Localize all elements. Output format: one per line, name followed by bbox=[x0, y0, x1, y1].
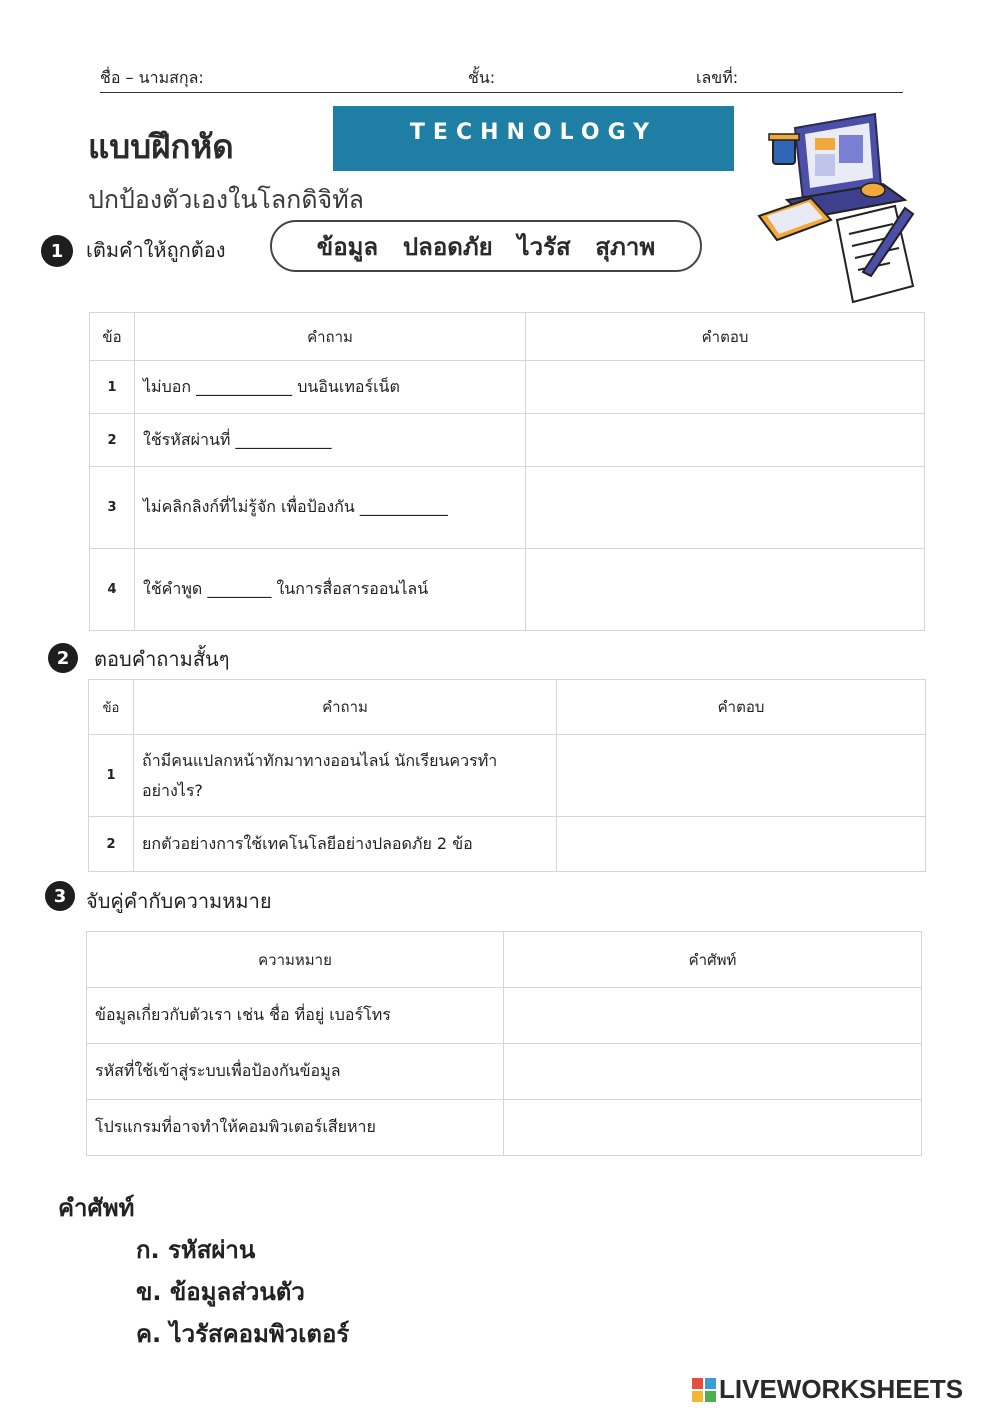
question-cell: ถ้ามีคนแปลกหน้าทักมาทางออนไลน์ นักเรียนควรทำอย่างไร? bbox=[134, 735, 557, 817]
section-1-badge: 1 bbox=[41, 235, 73, 267]
term-cell[interactable] bbox=[504, 1100, 922, 1156]
answer-cell[interactable] bbox=[526, 549, 925, 631]
page-subtitle: ปกป้องตัวเองในโลกดิจิทัล bbox=[88, 185, 365, 214]
col-question-header: คำถาม bbox=[134, 680, 557, 735]
question-cell: ใช้รหัสผ่านที่ ____________ bbox=[135, 414, 526, 467]
term-cell[interactable] bbox=[504, 1044, 922, 1100]
table-row bbox=[90, 549, 925, 631]
col-term-header: คำศัพท์ bbox=[504, 932, 922, 988]
table-row bbox=[90, 414, 925, 467]
answer-cell[interactable] bbox=[526, 361, 925, 414]
table-row bbox=[90, 361, 925, 414]
class-label: ชั้น: bbox=[468, 68, 496, 87]
col-meaning-header: ความหมาย bbox=[87, 932, 504, 988]
row-number: 1 bbox=[90, 361, 135, 414]
matching-table bbox=[86, 931, 922, 1156]
answer-cell[interactable] bbox=[557, 735, 926, 817]
number-label: เลขที่: bbox=[696, 68, 739, 87]
term-cell[interactable] bbox=[504, 988, 922, 1044]
col-answer-header: คำตอบ bbox=[526, 313, 925, 361]
laptop-illustration-icon bbox=[755, 108, 925, 308]
section-2-title: ตอบคำถามสั้นๆ bbox=[94, 647, 230, 671]
question-cell: ไม่บอก ____________ บนอินเทอร์เน็ต bbox=[135, 361, 526, 414]
meaning-cell: ข้อมูลเกี่ยวกับตัวเรา เช่น ชื่อ ที่อยู่ เบอร์โทร bbox=[87, 988, 504, 1044]
table-row bbox=[89, 817, 926, 872]
page-title: แบบฝึกหัด bbox=[88, 127, 234, 166]
short-answer-table bbox=[88, 679, 926, 872]
table-row bbox=[87, 1044, 922, 1100]
col-no-header: ข้อ bbox=[89, 680, 134, 735]
table-header-row bbox=[87, 932, 922, 988]
section-3-title: จับคู่คำกับความหมาย bbox=[86, 889, 272, 913]
word-bank bbox=[270, 220, 702, 272]
word-bank-item: ข้อมูล bbox=[316, 232, 379, 261]
table-header-row bbox=[90, 313, 925, 361]
liveworksheets-brand bbox=[692, 1374, 963, 1405]
question-cell: ใช้คำพูด ________ ในการสื่อสารออนไลน์ bbox=[135, 549, 526, 631]
meaning-cell: รหัสที่ใช้เข้าสู่ระบบเพื่อป้องกันข้อมูล bbox=[87, 1044, 504, 1100]
col-question-header: คำถาม bbox=[135, 313, 526, 361]
fill-in-table bbox=[89, 312, 925, 631]
col-no-header: ข้อ bbox=[90, 313, 135, 361]
answer-cell[interactable] bbox=[526, 414, 925, 467]
table-row bbox=[87, 988, 922, 1044]
row-number: 2 bbox=[90, 414, 135, 467]
row-number: 3 bbox=[90, 467, 135, 549]
question-cell: ไม่คลิกลิงก์ที่ไม่รู้จัก เพื่อป้องกัน ___________ bbox=[135, 467, 526, 549]
section-2-badge: 2 bbox=[48, 643, 78, 673]
question-cell: ยกตัวอย่างการใช้เทคโนโลยีอย่างปลอดภัย 2 ข้อ bbox=[134, 817, 557, 872]
col-answer-header: คำตอบ bbox=[557, 680, 926, 735]
terms-title: คำศัพท์ bbox=[58, 1194, 135, 1222]
word-bank-item: ปลอดภัย bbox=[402, 232, 493, 261]
row-number: 1 bbox=[89, 735, 134, 817]
brand-name: LIVEWORKSHEETS bbox=[719, 1374, 964, 1404]
table-header-row bbox=[89, 680, 926, 735]
term-item: ก. รหัสผ่าน bbox=[136, 1236, 256, 1264]
answer-cell[interactable] bbox=[557, 817, 926, 872]
section-1-title: เติมคำให้ถูกต้อง bbox=[86, 238, 226, 262]
liveworksheets-logo-icon bbox=[692, 1378, 716, 1402]
table-row bbox=[90, 467, 925, 549]
word-bank-item: ไวรัส bbox=[517, 232, 571, 261]
row-number: 4 bbox=[90, 549, 135, 631]
header-rule bbox=[100, 92, 903, 93]
table-row bbox=[89, 735, 926, 817]
term-item: ค. ไวรัสคอมพิวเตอร์ bbox=[136, 1320, 350, 1348]
name-label: ชื่อ – นามสกุล: bbox=[100, 68, 204, 87]
table-row bbox=[87, 1100, 922, 1156]
meaning-cell: โปรแกรมที่อาจทำให้คอมพิวเตอร์เสียหาย bbox=[87, 1100, 504, 1156]
technology-banner: TECHNOLOGY bbox=[333, 106, 734, 171]
term-item: ข. ข้อมูลส่วนตัว bbox=[136, 1278, 305, 1306]
answer-cell[interactable] bbox=[526, 467, 925, 549]
section-3-badge: 3 bbox=[45, 881, 75, 911]
row-number: 2 bbox=[89, 817, 134, 872]
word-bank-item: สุภาพ bbox=[595, 232, 656, 261]
